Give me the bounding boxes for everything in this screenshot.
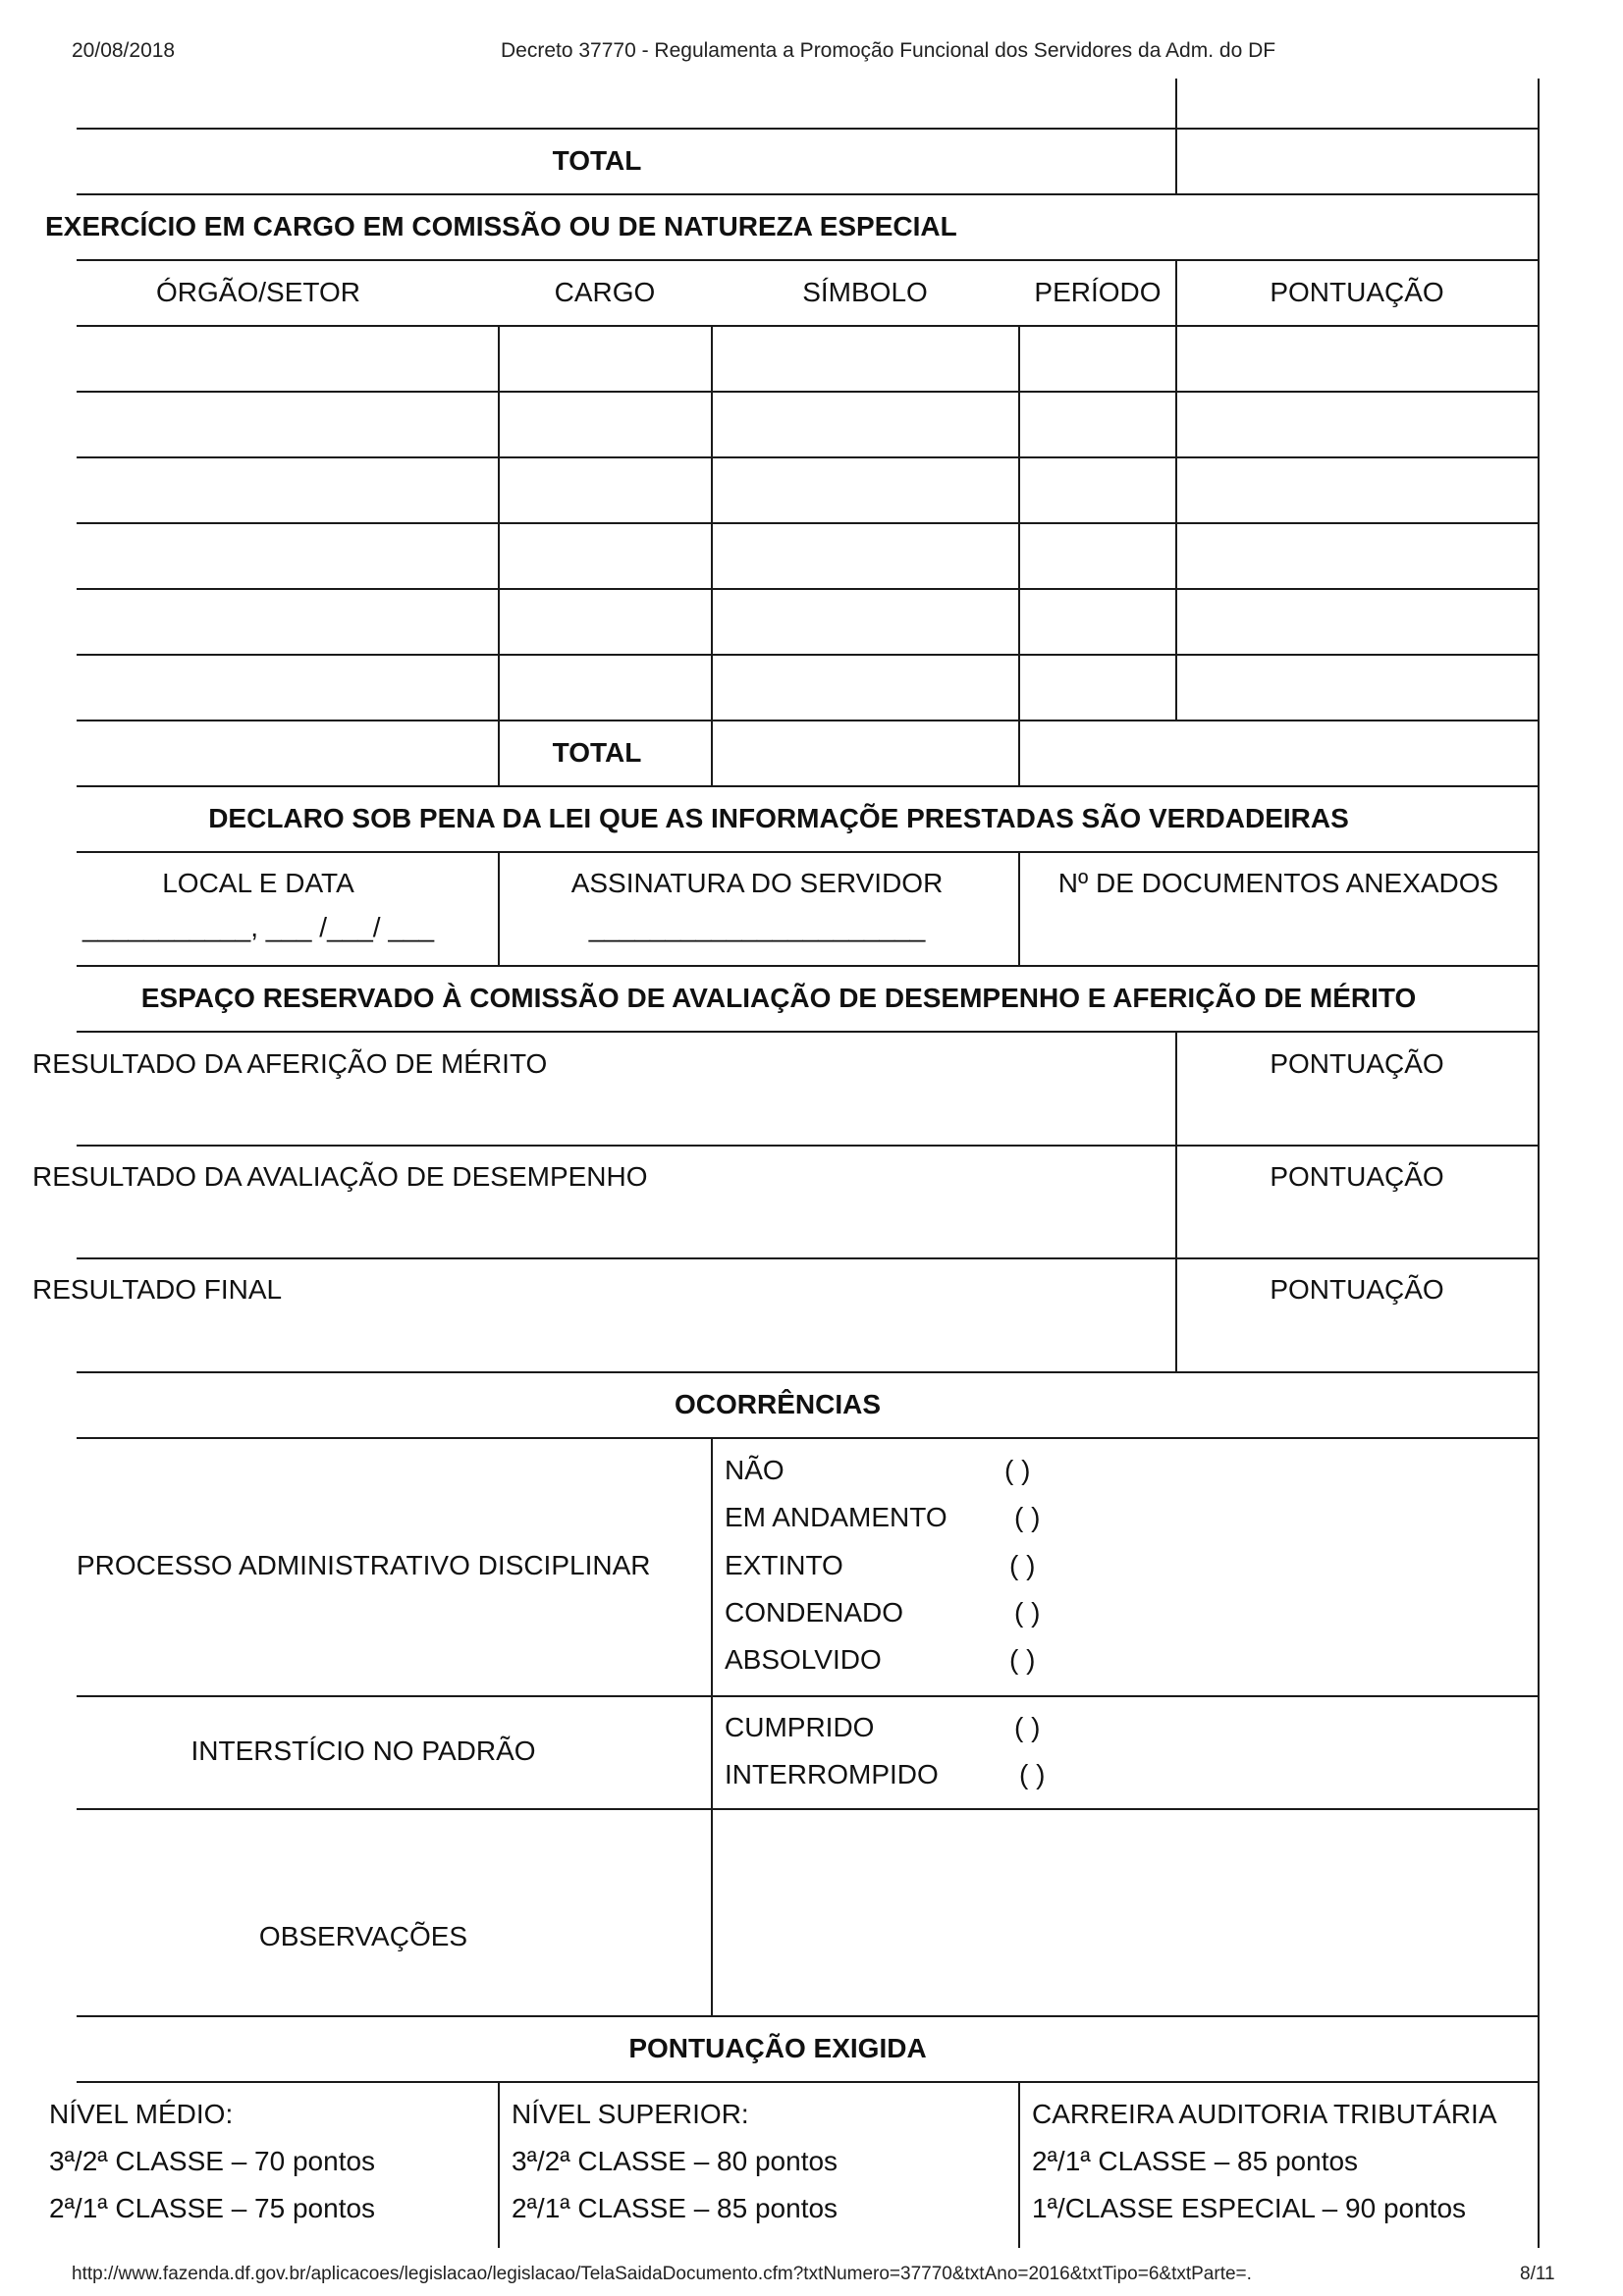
local-data-field[interactable]: ___________, ___ /___/ ___ — [81, 912, 435, 942]
col-divider — [498, 325, 500, 785]
option-absolvido-checkbox[interactable]: ( ) — [1009, 1644, 1036, 1675]
observacoes-label: OBSERVAÇÕES — [258, 1921, 468, 1951]
row-divider — [77, 128, 1540, 130]
section-title-comissao: EXERCÍCIO EM CARGO EM COMISSÃO OU DE NATUREZA ESPECIAL — [45, 211, 957, 241]
col-header-periodo: PERÍODO — [1034, 277, 1162, 307]
row-divider — [77, 1437, 1540, 1439]
col-divider — [1175, 79, 1177, 195]
total-label: TOTAL — [552, 737, 642, 768]
row-divider — [77, 965, 1540, 967]
auditoria-heading: CARREIRA AUDITORIA TRIBUTÁRIA — [1032, 2099, 1497, 2129]
row-divider — [77, 1031, 1540, 1033]
form-table — [32, 79, 1549, 2248]
row-divider — [77, 522, 1540, 524]
option-cumprido-checkbox[interactable]: ( ) — [1014, 1712, 1041, 1742]
page-number: 8/11 — [1520, 2264, 1555, 2284]
row-divider — [77, 851, 1540, 853]
nivel-medio-heading: NÍVEL MÉDIO: — [49, 2099, 234, 2129]
col-divider — [1018, 851, 1020, 967]
option-em-andamento-label: EM ANDAMENTO — [725, 1502, 947, 1532]
row-divider — [77, 1371, 1540, 1373]
footer-url: http://www.fazenda.df.gov.br/aplicacoes/legislacao/legislacao/TelaSaidaDocumento.cfm?txtNumero=37770&txtAno=2016&txtTipo=6&txtParte=. — [72, 2264, 1252, 2284]
option-interrompido-label: INTERROMPIDO — [725, 1759, 939, 1789]
row-divider — [77, 193, 1540, 195]
nivel-medio-line: 3ª/2ª CLASSE – 70 pontos — [49, 2146, 376, 2176]
option-extinto-label: EXTINTO — [725, 1550, 843, 1580]
option-interrompido-checkbox[interactable]: ( ) — [1019, 1759, 1046, 1789]
row-divider — [77, 2081, 1540, 2083]
col-header-simbolo: SÍMBOLO — [802, 277, 928, 307]
row-divider — [77, 456, 1540, 458]
row-divider — [77, 391, 1540, 393]
nivel-superior-line: 2ª/1ª CLASSE – 85 pontos — [512, 2193, 839, 2223]
col-divider — [711, 1437, 713, 2015]
resultado-avaliacao-label: RESULTADO DA AVALIAÇÃO DE DESEMPENHO — [32, 1161, 648, 1192]
row-divider — [77, 588, 1540, 590]
col-divider — [1018, 325, 1020, 785]
col-header-pontuacao: PONTUAÇÃO — [1270, 277, 1444, 307]
col-divider — [1175, 259, 1177, 720]
row-divider — [77, 1695, 1540, 1697]
row-divider — [77, 2015, 1540, 2017]
local-data-label: LOCAL E DATA — [162, 868, 354, 898]
total-label: TOTAL — [552, 145, 642, 176]
pontuacao-label: PONTUAÇÃO — [1270, 1161, 1444, 1192]
nivel-medio-line: 2ª/1ª CLASSE – 75 pontos — [49, 2193, 376, 2223]
row-divider — [77, 1145, 1540, 1147]
row-divider — [77, 720, 1540, 721]
section-title-ocorrencias: OCORRÊNCIAS — [674, 1389, 882, 1419]
print-date: 20/08/2018 — [72, 39, 176, 62]
col-header-cargo: CARGO — [554, 277, 656, 307]
pontuacao-label: PONTUAÇÃO — [1270, 1048, 1444, 1079]
option-nao-label: NÃO — [725, 1455, 784, 1485]
option-nao-checkbox[interactable]: ( ) — [1004, 1455, 1031, 1485]
row-divider — [77, 654, 1540, 656]
section-title-comissao-avaliacao: ESPAÇO RESERVADO À COMISSÃO DE AVALIAÇÃO DE DESEMPENHO E AFERIÇÃO DE MÉRITO — [140, 983, 1417, 1013]
row-divider — [77, 325, 1540, 327]
row-divider — [77, 259, 1540, 261]
option-condenado-label: CONDENADO — [725, 1597, 904, 1628]
nivel-superior-line: 3ª/2ª CLASSE – 80 pontos — [512, 2146, 839, 2176]
option-condenado-checkbox[interactable]: ( ) — [1014, 1597, 1041, 1628]
col-divider — [498, 851, 500, 967]
declaration-title: DECLARO SOB PENA DA LEI QUE AS INFORMAÇÕE PRESTADAS SÃO VERDADEIRAS — [208, 803, 1349, 833]
nivel-superior-heading: NÍVEL SUPERIOR: — [512, 2099, 749, 2129]
assinatura-field[interactable]: ______________________ — [588, 912, 926, 942]
col-divider — [1018, 2081, 1020, 2248]
col-divider — [1175, 1031, 1177, 1373]
auditoria-line: 2ª/1ª CLASSE – 85 pontos — [1032, 2146, 1359, 2176]
option-absolvido-label: ABSOLVIDO — [725, 1644, 882, 1675]
pontuacao-label: PONTUAÇÃO — [1270, 1274, 1444, 1305]
row-divider — [77, 785, 1540, 787]
col-header-orgao: ÓRGÃO/SETOR — [156, 277, 360, 307]
section-title-pontuacao-exigida: PONTUAÇÃO EXIGIDA — [628, 2033, 927, 2063]
col-divider — [711, 325, 713, 785]
table-right-border — [1538, 79, 1540, 2248]
processo-label: PROCESSO ADMINISTRATIVO DISCIPLINAR — [77, 1550, 651, 1580]
assinatura-label: ASSINATURA DO SERVIDOR — [570, 868, 944, 898]
documentos-anexados-label: Nº DE DOCUMENTOS ANEXADOS — [1057, 868, 1499, 898]
option-cumprido-label: CUMPRIDO — [725, 1712, 875, 1742]
col-divider — [498, 2081, 500, 2248]
option-em-andamento-checkbox[interactable]: ( ) — [1014, 1502, 1041, 1532]
auditoria-line: 1ª/CLASSE ESPECIAL – 90 pontos — [1032, 2193, 1467, 2223]
option-extinto-checkbox[interactable]: ( ) — [1009, 1550, 1036, 1580]
observacoes-field[interactable] — [714, 1810, 1537, 2014]
resultado-final-label: RESULTADO FINAL — [32, 1274, 283, 1305]
row-divider — [77, 1257, 1540, 1259]
intersticio-label: INTERSTÍCIO NO PADRÃO — [190, 1735, 536, 1766]
resultado-afericao-label: RESULTADO DA AFERIÇÃO DE MÉRITO — [32, 1048, 548, 1079]
document-title: Decreto 37770 - Regulamenta a Promoção Funcional dos Servidores da Adm. do DF — [501, 39, 1276, 62]
